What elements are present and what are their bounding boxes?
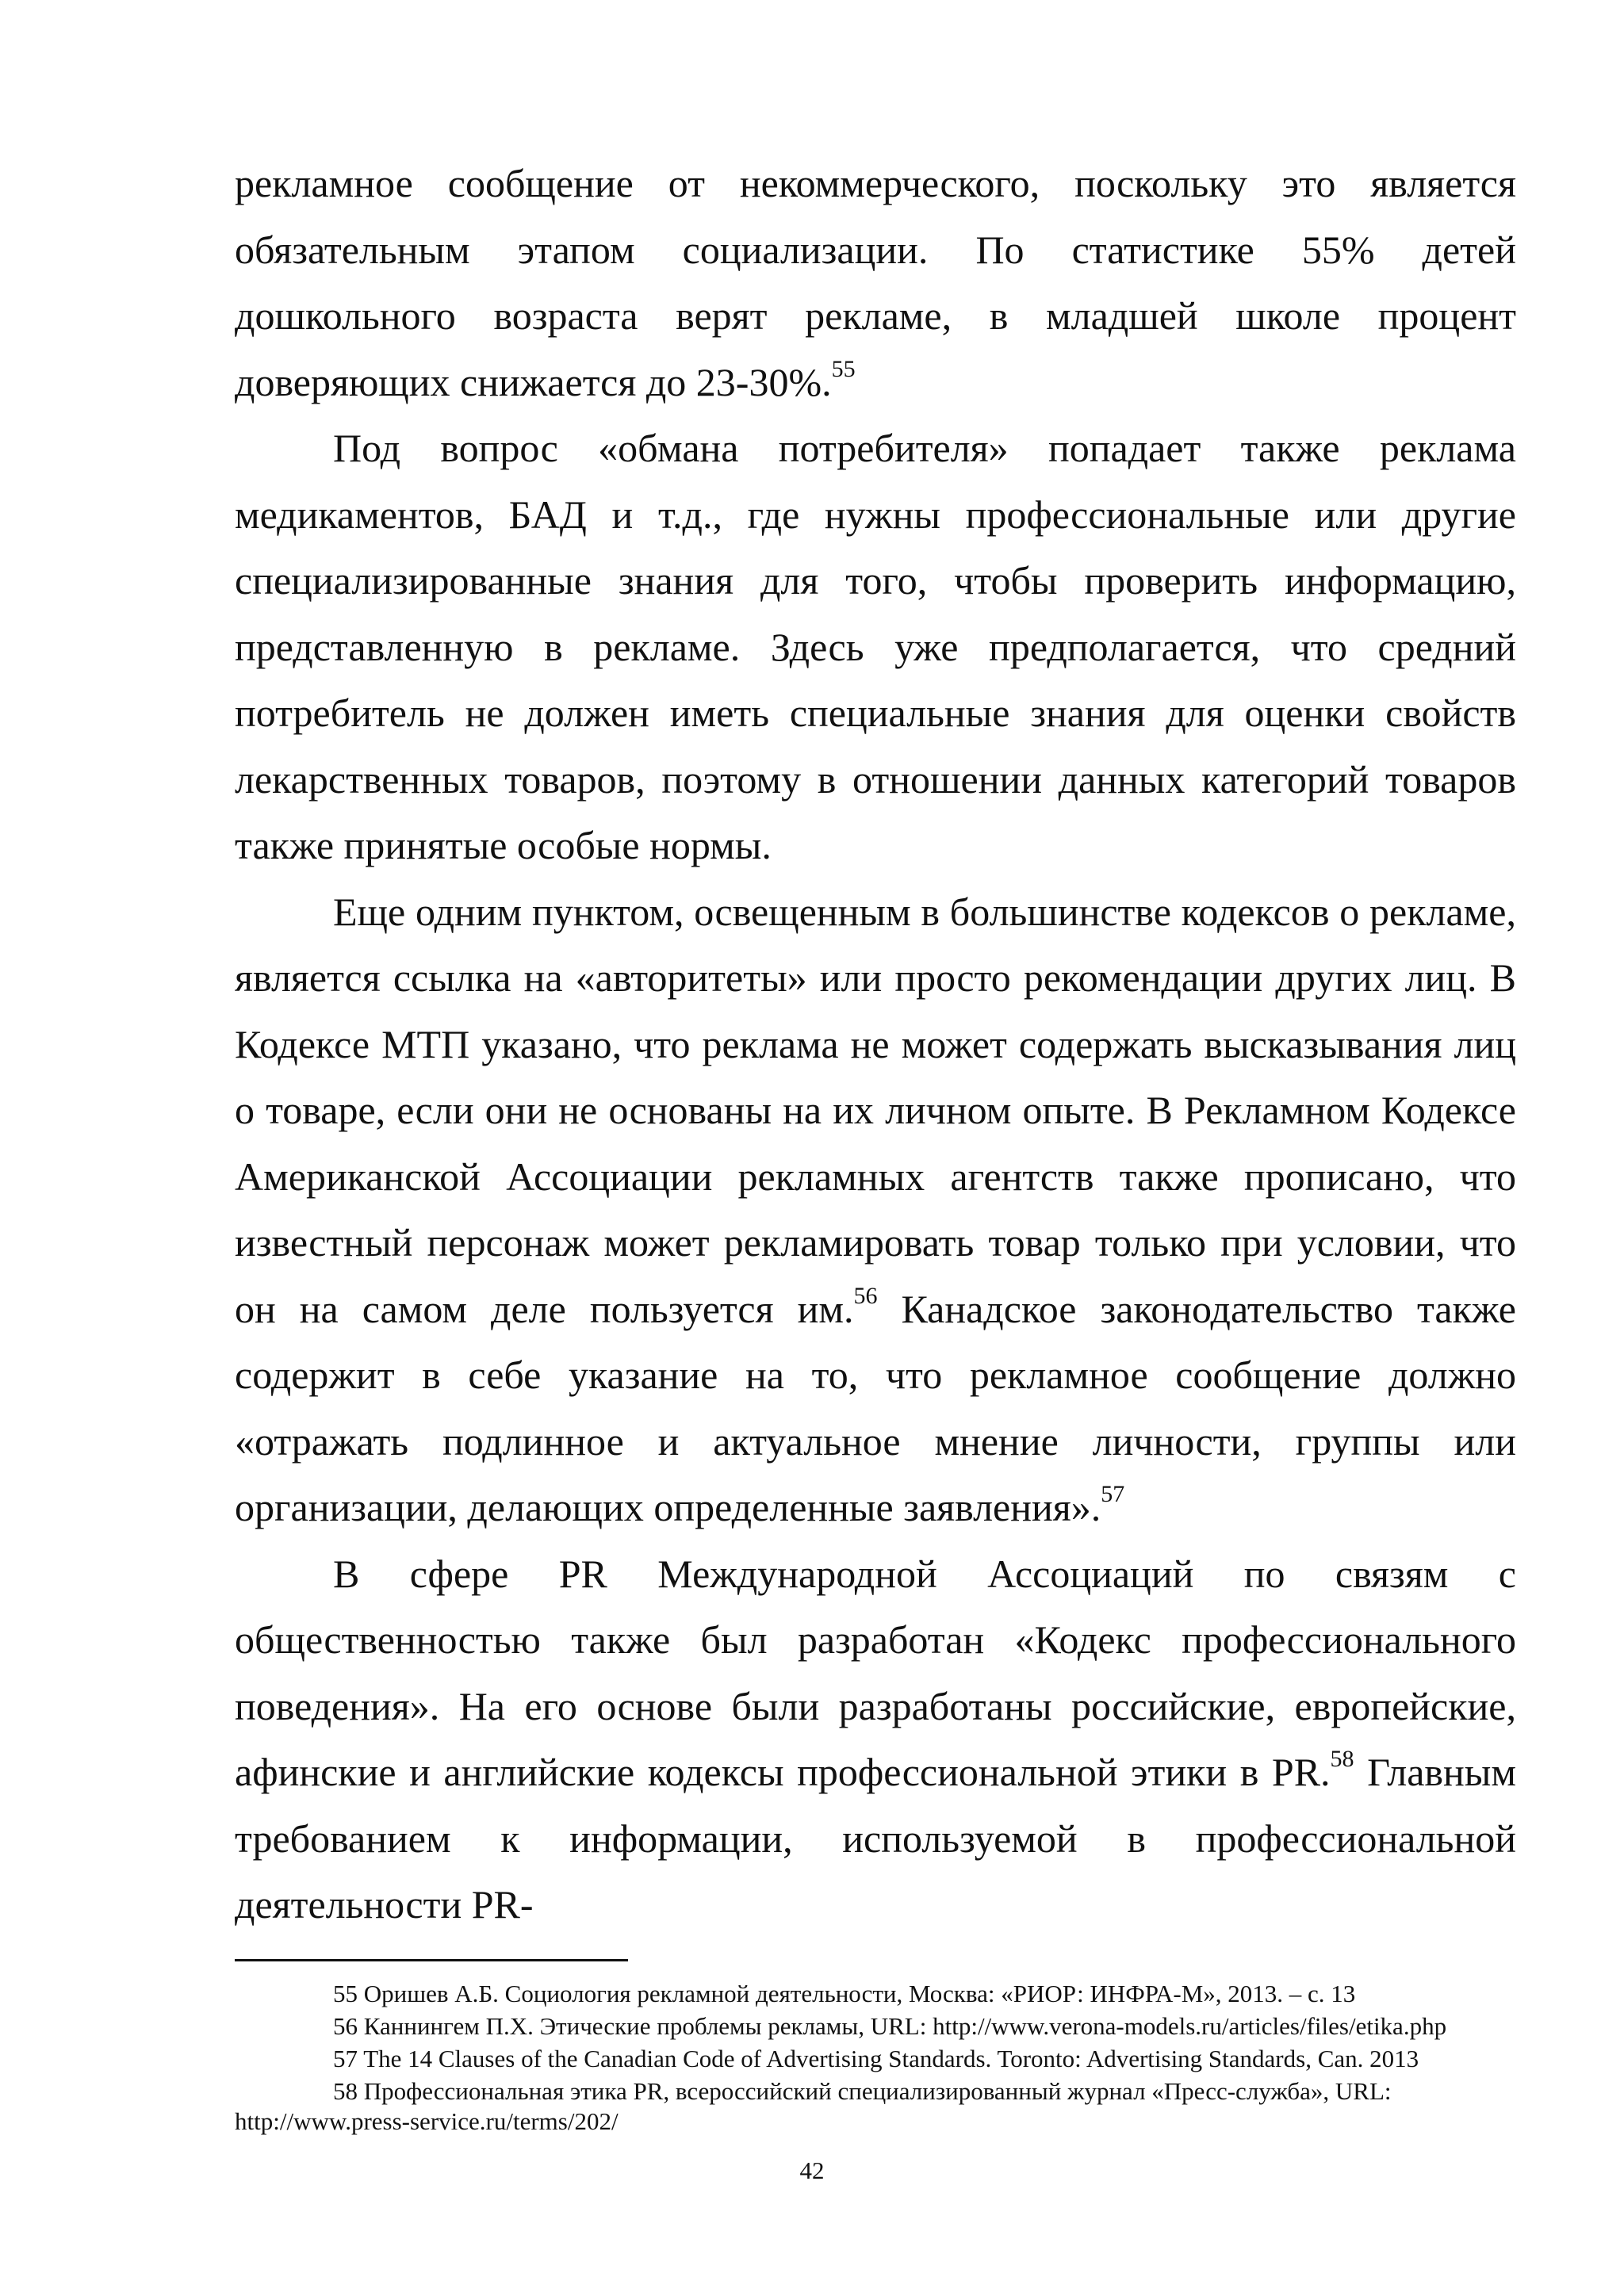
paragraph-1-text-1: рекламное сообщение от некоммерческого, поскольку это является обязательным этапом социализации. По статистике 55% детей дошкольного возраста верят рекламе, в младшей школе процент доверяющих снижается до 23-30%. (235, 161, 1516, 404)
paragraph-4-text-2: Главным требованием к информации, используемой в профессиональной деятельности PR- (235, 1750, 1516, 1927)
footnote-57: 57 The 14 Clauses of the Canadian Code of Advertising Standards. Toronto: Advertising Standards, Can. 2013 (333, 2044, 1419, 2072)
paragraph-3-text-1: Еще одним пунктом, освещенным в большинстве кодексов о рекламе, является ссылка на «авторитеты» или просто рекомендации других лиц. В Кодексе МТП указано, что реклама не может содержать высказывания лиц о товаре, если они не основаны на их личном опыте. В Рекламном Кодексе Американской Ассоциации рекламных агентств также прописано, что известный персонаж может рекламировать товар только при условии, что он на самом деле пользуется им. (235, 889, 1516, 1331)
footnote-ref-55[interactable]: 55 (831, 355, 856, 382)
paragraph-3-text-2: Канадское законодательство также содержит в себе указание на то, что рекламное сообщение должно «отражать подлинное и актуальное мнение личности, группы или организации, делающих определенные заявления». (235, 1286, 1516, 1529)
footnote-ref-57[interactable]: 57 (1101, 1481, 1125, 1508)
footnote-ref-56[interactable]: 56 (853, 1282, 878, 1309)
footnote-55: 55 Оришев А.Б. Социология рекламной деятельности, Москва: «РИОР: ИНФРА-М», 2013. – с. 13 (333, 1979, 1356, 2007)
footnote-58: 58 Профессиональная этика PR, всероссийский специализированный журнал «Пресс-служба», URL: http://www.press-service.ru/terms/202/ (235, 2076, 1392, 2135)
page-content (235, 151, 1516, 2139)
body-text (235, 151, 1516, 1938)
paragraph-1 (235, 151, 1516, 415)
footnote-separator (235, 1959, 628, 1961)
footnote-ref-58[interactable]: 58 (1330, 1746, 1354, 1773)
footnote-56: 56 Каннингем П.Х. Этические проблемы рекламы, URL: http://www.verona-models.ru/articles/files/etika.php (333, 2011, 1447, 2040)
paragraph-4-text-1: В сфере PR Международной Ассоциаций по связям с общественностью также был разработан «Кодекс профессионального поведения». На его основе были разработаны российские, европейские, афинские и английские кодексы профессиональной этики в PR. (235, 1551, 1516, 1794)
paragraph-2-text-1: Под вопрос «обмана потребителя» попадает также реклама медикаментов, БАД и т.д., где нужны профессиональные или другие специализированные знания для того, чтобы проверить информацию, представленную в рекламе. Здесь уже предполагается, что средний потребитель не должен иметь специальные знания для оценки свойств лекарственных товаров, поэтому в отношении данных категорий товаров также принятые особые нормы. (235, 426, 1516, 867)
paragraph-3 (235, 879, 1516, 1541)
footnotes (235, 1979, 1516, 2137)
paragraph-4 (235, 1541, 1516, 1938)
page-number: 42 (799, 2156, 825, 2184)
paragraph-2 (235, 415, 1516, 879)
